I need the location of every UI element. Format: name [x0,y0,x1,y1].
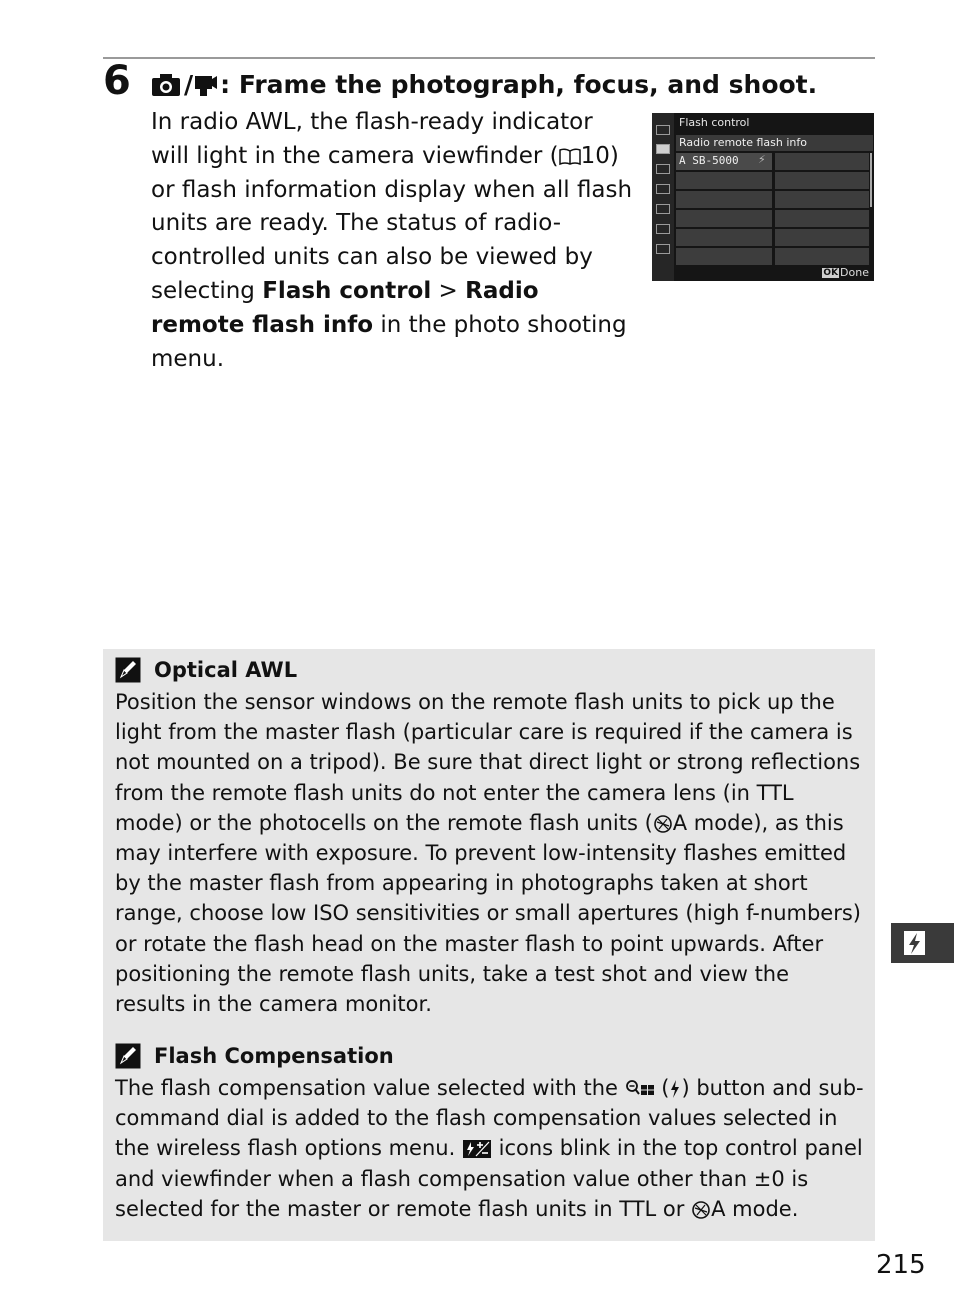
notes-panel [103,649,875,1241]
screen-title: Flash control [679,116,750,129]
note-body [115,687,865,1019]
zoom-out-thumbnail-icon [625,1079,655,1099]
step-heading [151,70,817,99]
flash-ready-icon: ⚡ [758,153,766,166]
flash-off-mode-icon [691,1200,711,1220]
top-rule [103,57,875,59]
list-row-cell [775,172,869,189]
list-row-cell [775,210,869,227]
note-title [115,653,865,687]
note-title-text: Optical AWL [154,658,298,682]
list-row-cell [775,248,869,265]
flash-bolt-icon [669,1079,681,1099]
step-number: 6 [103,58,131,104]
note-text: A mode), as this may interfere with exposure. To prevent low-intensity flashes emitted by the master flash from appearing in photographs taken at short range, choose low ISO sensitivities or small apertures (high f-numbers) or rotate the flash head on the master flash to point upwards. After positioning the remote flash units, take a test shot and view the results in the camera monitor. [115,810,861,1017]
menu-sidebar [652,113,674,281]
note-body [115,1073,865,1224]
setup-menu-icon [656,204,670,214]
flash-chapter-icon [891,923,954,963]
done-hint [822,266,869,279]
book-reference-icon [559,148,581,166]
list-row-cell [775,191,869,208]
note-text: The flash compensation value selected with the [115,1076,625,1100]
page-number: 215 [876,1250,926,1280]
note-text: Position the sensor windows on the remote flash units to pick up the light from the master flash (particular care is required if the camera is not mounted on a tripod). Be sure that direct light or strong reflections from the remote flash units do not enter the camera lens (in TTL mode) or the photocells on the remote flash units ( [115,690,861,835]
screen-subtitle: Radio remote flash info [676,135,873,151]
note-title [115,1039,865,1073]
note-title-text: Flash Compensation [154,1044,394,1068]
flash-off-mode-icon [653,814,673,834]
heading-text: : Frame the photograph, focus, and shoot. [220,70,818,99]
note-flash-compensation [115,1039,865,1224]
flash-unit-label: A SB-5000 [679,154,739,167]
note-text: ( [654,1076,670,1100]
movie-icon [194,73,218,97]
camera-menu-screenshot [652,113,874,281]
list-row-cell [775,153,869,170]
list-row-cell [775,229,869,246]
note-text: A mode. [711,1196,799,1221]
custom-settings-icon [656,184,670,194]
note-optical-awl [115,653,865,1019]
list-row [676,210,772,227]
camera-icon [151,73,181,97]
note-text: icons blink in the top control panel and viewfinder when a flash compensation value other than ±0 is selected for the master or remote flash units in TTL or [115,1136,863,1221]
note-text: ) button and sub-command dial is added to the flash compensation values selected in the wireless flash options menu. [115,1076,864,1161]
page-reference[interactable]: 10 [580,142,610,169]
menu-name-radio-remote: Radio remote flash info [151,277,539,338]
flash-compensation-icon [462,1139,492,1159]
done-label: Done [840,266,869,279]
list-row [676,248,772,265]
ok-button-icon: OK [823,267,839,278]
body-text: ) or flash information display when all flash units are ready. The status of radio-controlled units can also be viewed by selecting [151,142,633,304]
photo-menu-icon [656,144,670,154]
my-menu-icon [656,244,670,254]
playback-menu-icon [656,125,670,135]
chapter-tab-flash[interactable] [891,923,954,963]
retouch-menu-icon [656,224,670,234]
movie-menu-icon [656,164,670,174]
scrollbar [870,153,872,207]
menu-name-flash-control: Flash control [262,277,432,304]
body-text: in the photo shooting menu. [151,311,627,372]
pencil-note-icon [115,657,141,683]
list-row [676,229,772,246]
step-body [151,106,635,376]
body-text: In radio AWL, the flash-ready indicator will light in the camera viewfinder ( [151,109,593,169]
pencil-note-icon [115,1043,141,1069]
list-row [676,191,772,208]
menu-separator: > [431,277,466,304]
list-row [676,172,772,189]
heading-separator: / [184,70,194,99]
